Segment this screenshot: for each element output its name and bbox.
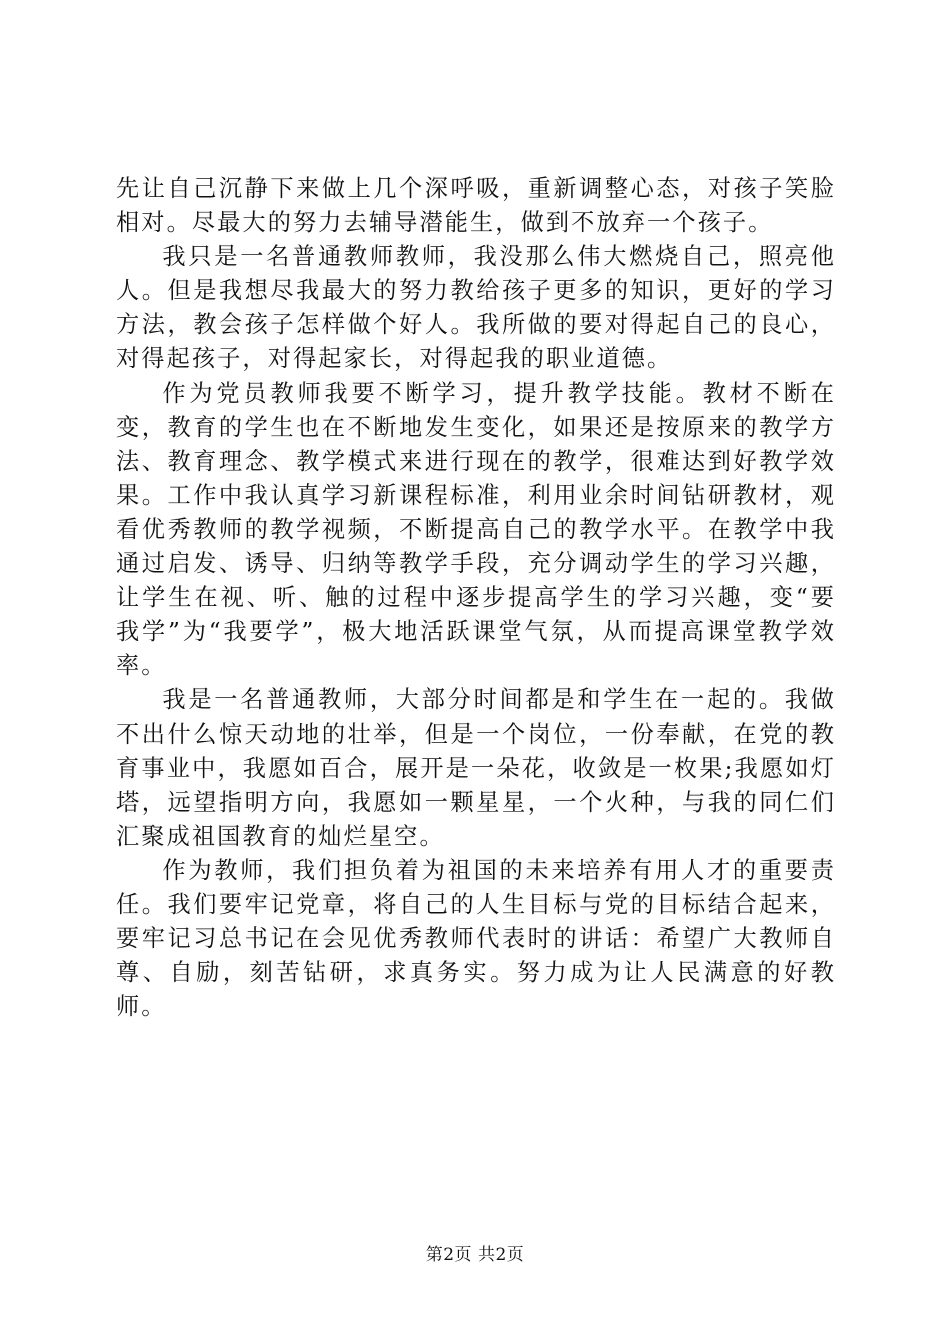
paragraph: 我是一名普通教师，大部分时间都是和学生在一起的。我做不出什么惊天动地的壮举，但是一个岗位，一份奉献，在党的教育事业中，我愿如百合，展开是一朵花，收敛是一枚果;我愿如灯塔，远望指明方向，我愿如一颗星星，一个火种，与我的同仁们汇聚成祖国教育的灿烂星空。 bbox=[116, 686, 836, 850]
paragraph-continuation: 先让自己沉静下来做上几个深呼吸，重新调整心态，对孩子笑脸相对。尽最大的努力去辅导潜能生，做到不放弃一个孩子。 bbox=[116, 175, 836, 237]
paragraph: 我只是一名普通教师教师，我没那么伟大燃烧自己，照亮他人。但是我想尽我最大的努力教给孩子更多的知识，更好的学习方法，教会孩子怎样做个好人。我所做的要对得起自己的良心，对得起孩子，对得起家长，对得起我的职业道德。 bbox=[116, 243, 836, 373]
paragraph: 作为教师，我们担负着为祖国的未来培养有用人才的重要责任。我们要牢记党章，将自己的人生目标与党的目标结合起来，要牢记习总书记在会见优秀教师代表时的讲话：希望广大教师自尊、自励，刻苦钻研，求真务实。努力成为让人民满意的好教师。 bbox=[116, 856, 836, 1021]
paragraph: 作为党员教师我要不断学习，提升教学技能。教材不断在变，教育的学生也在不断地发生变化，如果还是按原来的教学方法、教育理念、教学模式来进行现在的教学，很难达到好教学效果。工作中我认真学习新课程标准，利用业余时间钻研教材，观看优秀教师的教学视频，不断提高自己的教学水平。在教学中我通过启发、诱导、归纳等教学手段，充分调动学生的学习兴趣，让学生在视、听、触的过程中逐步提高学生的学习兴趣，变“要我学”为“我要学”，极大地活跃课堂气氛，从而提高课堂教学效率。 bbox=[116, 379, 836, 680]
page-number-footer: 第2页 共2页 bbox=[425, 1245, 525, 1265]
document-body bbox=[116, 172, 836, 1024]
